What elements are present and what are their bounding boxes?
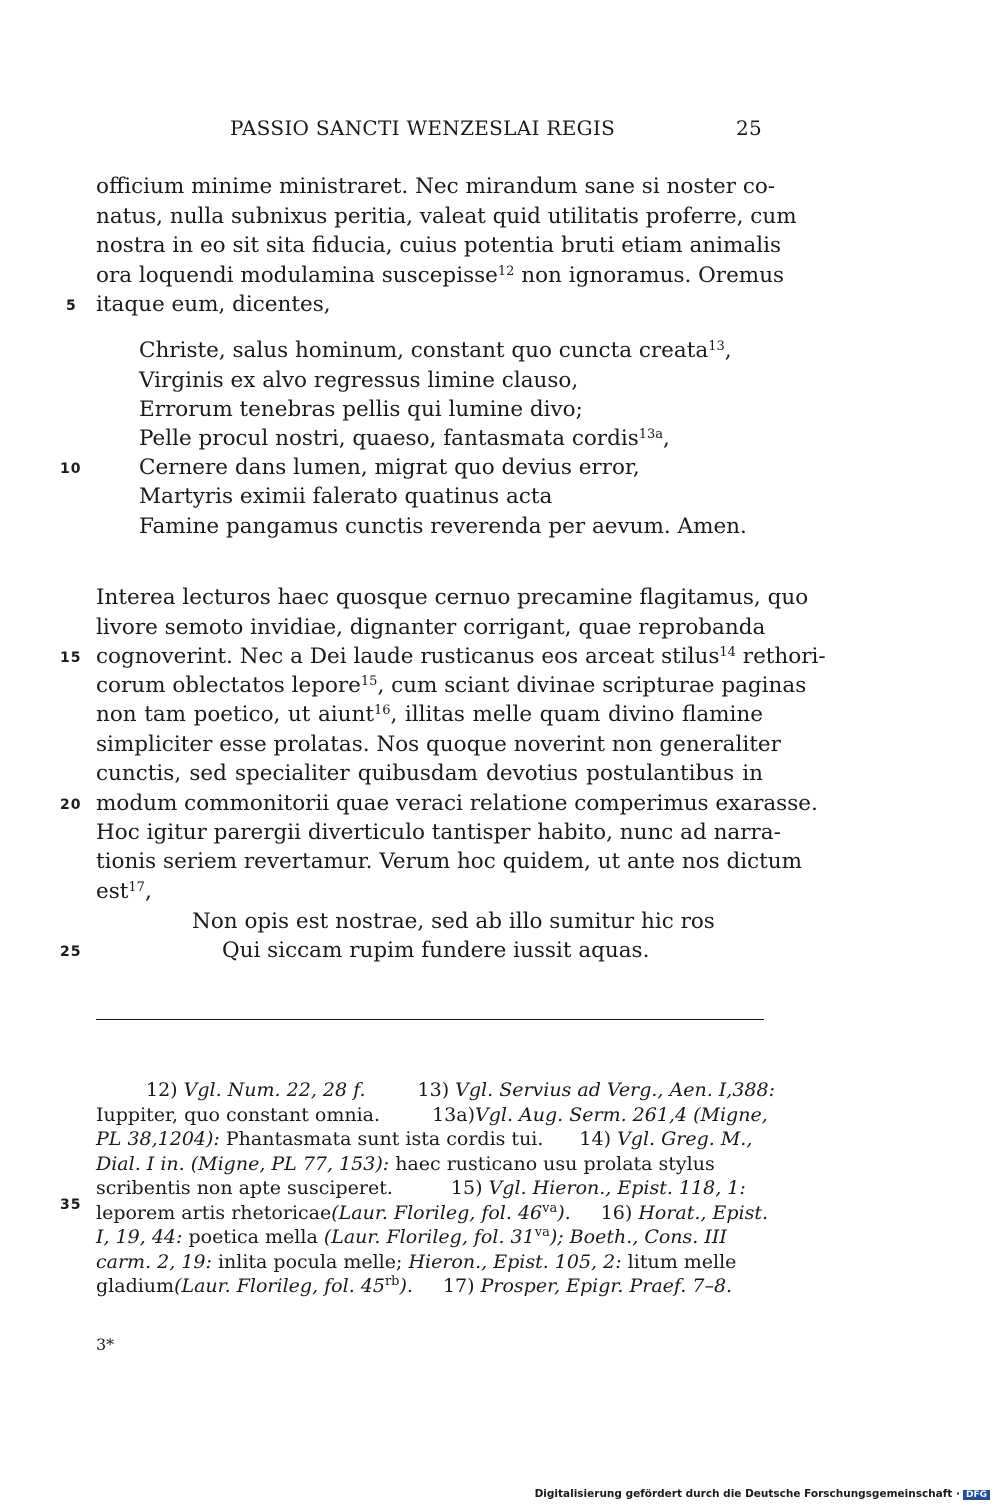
footnote-line: Iuppiter, quo constant omnia. 13a)Vgl. Aug. Serm. 261,4 (Migne, [96,1104,768,1126]
page-number: 25 [735,116,762,140]
footnote-line: gladium(Laur. Florileg, fol. $45^{rb}$). 17) Prosper, Epigr. Praef. 7–8. [96,1274,733,1297]
digitization-credit [535,1488,990,1500]
footnote-line: 12) Vgl. Num. 22, 28 f. 13) Vgl. Servius ad Verg., Aen. I,388: [146,1079,775,1101]
running-title: PASSIO SANCTI WENZESLAI REGIS [230,116,616,140]
verse-line: Cernere dans lumen, migrat quo devius error, [139,455,640,480]
footnote-line: PL 38,1204): Phantasmata sunt ista cordis tui. 14) Vgl. Greg. M., [96,1128,753,1150]
footnote-rule [96,1019,764,1020]
dfg-logo: DFG [963,1490,990,1500]
verse-line: Virginis ex alvo regressus limine clauso, [139,368,579,393]
text-line: modum commonitorii quae veraci relatione comperimus exarasse. [96,791,818,816]
verse-line: Famine pangamus cunctis reverenda per aevum. Amen. [139,514,747,539]
text-line: cognoverint. Nec a Dei laude rusticanus eos arceat stilus$^{14}$ rethori- [96,644,826,669]
verse-line: Non opis est nostrae, sed ab illo sumitur hic ros [192,909,715,934]
footnote-line: scribentis non apte susciperet. 15) Vgl. Hieron., Epist. 118, 1: [96,1177,746,1199]
text-line: natus, nulla subnixus peritia, valeat quid utilitatis proferre, cum [96,204,797,229]
text-line: Hoc igitur parergii diverticulo tantisper habito, nunc ad narra- [96,820,781,845]
line-number: 15 [60,650,82,666]
text-line: corum oblectatos lepore$^{15}$, cum sciant divinae scripturae paginas [96,673,807,698]
line-number: 10 [60,461,82,477]
text-line: cunctis, sed specialiter quibusdam devotius postulantibus in [96,761,763,786]
line-number: 5 [66,298,77,314]
verse-line: Christe, salus hominum, constant quo cuncta creata$^{13}$, [139,338,732,363]
text-line: itaque eum, dicentes, [96,292,331,317]
credit-text: Digitalisierung gefördert durch die Deutsche Forschungsgemeinschaft · [534,1488,960,1500]
footnote-line: leporem artis rhetoricae(Laur. Florileg, fol. $46^{va}$). 16) Horat., Epist. [96,1201,769,1224]
text-line: simpliciter esse prolatas. Nos quoque noverint non generaliter [96,732,781,757]
footnote-line: I, 19, 44: poetica mella (Laur. Florileg, fol. $31^{va}$); Boeth., Cons. III [96,1225,727,1248]
verse-line: Qui siccam rupim fundere iussit aquas. [222,938,650,963]
line-number: 35 [60,1197,82,1213]
text-line: ora loquendi modulamina suscepisse$^{12}$ non ignoramus. Oremus [96,263,785,288]
signature-mark: 3* [96,1335,115,1354]
line-number: 25 [60,944,82,960]
text-line: officium minime ministraret. Nec mirandum sane si noster co- [96,174,776,199]
text-line: Interea lecturos haec quosque cernuo precamine flagitamus, quo [96,585,809,610]
text-line: tionis seriem revertamur. Verum hoc quidem, ut ante nos dictum [96,849,803,874]
line-number: 20 [60,797,82,813]
footnote-line: carm. 2, 19: inlita pocula melle; Hieron., Epist. 105, 2: litum melle [96,1251,737,1273]
footnote-line: Dial. I in. (Migne, PL 77, 153): haec rusticano usu prolata stylus [96,1153,715,1175]
text-line: livore semoto invidiae, dignanter corrigant, quae reprobanda [96,615,766,640]
verse-line: Pelle procul nostri, quaeso, fantasmata cordis$^{13a}$, [139,426,670,451]
text-line: non tam poetico, ut aiunt$^{16}$, illitas melle quam divino flamine [96,702,763,727]
verse-line: Errorum tenebras pellis qui lumine divo; [139,397,583,422]
text-line: est$^{17}$, [96,879,152,904]
text-line: nostra in eo sit sita fiducia, cuius potentia bruti etiam animalis [96,233,782,258]
verse-line: Martyris eximii falerato quatinus acta [139,484,553,509]
